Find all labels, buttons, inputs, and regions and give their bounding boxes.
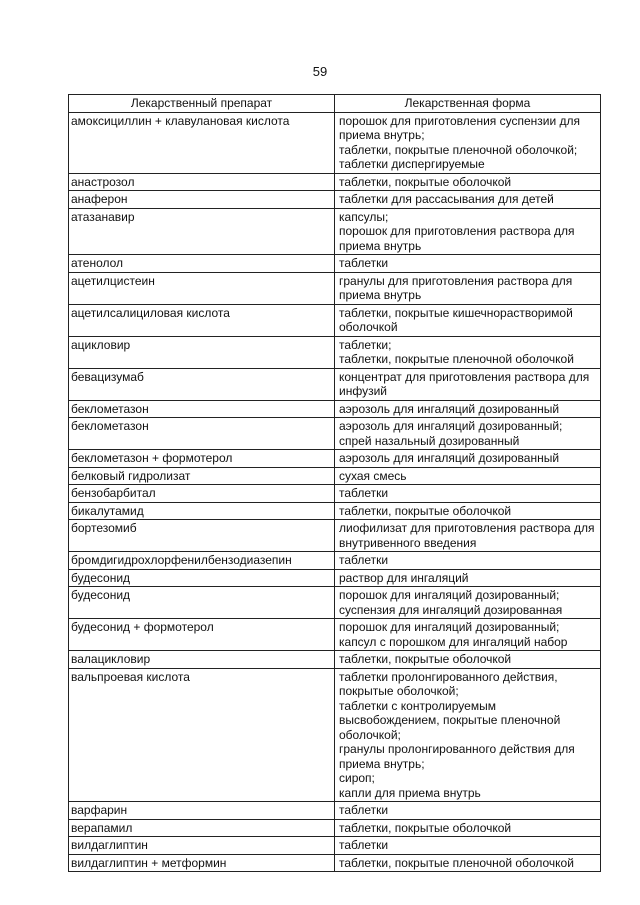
dosage-form-item: таблетки, покрытые пленочной оболочкой [339,352,574,366]
drug-name-cell: вилдаглиптин [69,837,335,855]
dosage-form-item: раствор для ингаляций [339,570,469,585]
table-row [69,336,601,368]
dosage-form-item: аэрозоль для ингаляций дозированный; [339,419,563,433]
dosage-form-cell [335,336,601,368]
dosage-form-item: таблетки [339,486,389,500]
page-number: 59 [312,64,328,79]
dosage-form-cell [335,304,601,336]
table-row [69,502,601,520]
table-row [69,450,601,468]
table-row [69,552,601,570]
table-row [69,854,601,872]
drug-name-cell: вальпроевая кислота [69,668,335,802]
drug-name-cell: беклометазон + формотерол [69,450,335,468]
drug-name-cell: верапамил [69,819,335,837]
drug-name-cell: ацетилсалициловая кислота [69,304,335,336]
dosage-form-cell [335,368,601,400]
table-row [69,418,601,450]
table-body [69,112,601,872]
drug-name-cell: беклометазон [69,400,335,418]
dosage-form-cell [335,255,601,273]
drug-name-cell: беклометазон [69,418,335,450]
dosage-form-item: сироп; [339,771,375,785]
dosage-form-item: таблетки, покрытые кишечнорастворимой оболочкой [339,305,573,334]
dosage-form-item: таблетки, покрытые оболочкой [339,503,512,518]
drug-name-cell: амоксициллин + клавулановая кислота [69,112,335,173]
dosage-form-cell [335,552,601,570]
dosage-form-item: таблетки [339,838,389,852]
table-row [69,619,601,651]
dosage-form-item: таблетки пролонгированного действия, покрытые оболочкой; [339,669,558,698]
dosage-form-item: суспензия для ингаляций дозированная [339,602,563,617]
dosage-form-item: порошок для приготовления раствора для приема внутрь [339,224,575,253]
drug-name-cell: ацикловир [69,336,335,368]
table-row [69,587,601,619]
drug-name-cell: атазанавир [69,208,335,255]
dosage-form-cell [335,668,601,802]
dosage-form-cell [335,802,601,820]
dosage-form-item: таблетки, покрытые пленочной оболочкой; [339,142,578,157]
drug-name-cell: валацикловир [69,651,335,669]
table-row [69,304,601,336]
dosage-form-cell [335,619,601,651]
drug-name-cell: белковый гидролизат [69,467,335,485]
dosage-form-cell [335,112,601,173]
dosage-form-item: таблетки для рассасывания для детей [339,192,554,206]
dosage-form-cell [335,651,601,669]
drug-name-cell: бевацизумаб [69,368,335,400]
dosage-form-cell [335,587,601,619]
dosage-form-cell [335,569,601,587]
dosage-form-item: капсулы; [339,209,389,224]
drug-name-cell: вилдаглиптин + метформин [69,854,335,872]
table-row [69,173,601,191]
dosage-form-cell [335,208,601,255]
dosage-form-item: сухая смесь [339,468,407,483]
drug-name-cell: бортезомиб [69,520,335,552]
table-row [69,255,601,273]
table-row [69,208,601,255]
drug-name-cell: варфарин [69,802,335,820]
table-row [69,837,601,855]
dosage-form-item: капли для приема внутрь [339,785,481,800]
table-row [69,651,601,669]
dosage-form-item: спрей назальный дозированный [339,433,520,448]
table-row [69,802,601,820]
dosage-form-item: гранулы для приготовления раствора для приема внутрь [339,273,573,302]
drug-name-cell: бензобарбитал [69,485,335,503]
dosage-form-cell [335,173,601,191]
dosage-form-item: порошок для ингаляций дозированный; [339,620,560,634]
dosage-form-item: таблетки [339,256,389,270]
drug-name-cell: анаферон [69,191,335,209]
dosage-form-cell [335,502,601,520]
table-row [69,819,601,837]
dosage-form-item: таблетки, покрытые пленочной оболочкой [339,855,574,870]
header-drug: Лекарственный препарат [69,95,335,113]
dosage-form-cell [335,485,601,503]
dosage-form-item: концентрат для приготовления раствора для инфузий [339,369,590,398]
table-row [69,400,601,418]
dosage-form-item: порошок для приготовления суспензии для приема внутрь; [339,113,581,142]
table-row [69,368,601,400]
drug-name-cell: будесонид [69,587,335,619]
dosage-form-item: аэрозоль для ингаляций дозированный [339,401,560,416]
drug-name-cell: бромдигидрохлорфенилбензодиазепин [69,552,335,570]
dosage-form-cell [335,520,601,552]
header-form: Лекарственная форма [335,95,601,113]
table-row [69,668,601,802]
drug-name-cell: будесонид + формотерол [69,619,335,651]
dosage-form-cell [335,272,601,304]
drug-name-cell: бикалутамид [69,502,335,520]
dosage-form-item: таблетки с контролируемым высвобождением, покрытые пленочной оболочкой; [339,698,561,742]
drug-name-cell: анастрозол [69,173,335,191]
table-row [69,467,601,485]
table-row [69,520,601,552]
drug-name-cell: ацетилцистеин [69,272,335,304]
drug-forms-table [68,94,601,872]
drug-name-cell: атенолол [69,255,335,273]
dosage-form-cell [335,467,601,485]
dosage-form-item: порошок для ингаляций дозированный; [339,588,560,602]
dosage-form-item: таблетки, покрытые оболочкой [339,820,512,835]
dosage-form-item: капсул с порошком для ингаляций набор [339,634,568,649]
dosage-form-item: таблетки диспергируемые [339,157,485,171]
dosage-form-cell [335,400,601,418]
table-header-row [69,95,601,113]
table-row [69,272,601,304]
table-row [69,112,601,173]
dosage-form-cell [335,854,601,872]
dosage-form-item: таблетки, покрытые оболочкой [339,174,512,189]
dosage-form-item: гранулы пролонгированного действия для приема внутрь; [339,742,575,771]
table-row [69,191,601,209]
table-row [69,485,601,503]
dosage-form-cell [335,450,601,468]
dosage-form-item: таблетки; [339,337,392,352]
dosage-form-item: лиофилизат для приготовления раствора для внутривенного введения [339,521,595,550]
dosage-form-cell [335,819,601,837]
dosage-form-item: таблетки [339,553,389,567]
dosage-form-item: таблетки [339,803,389,817]
dosage-form-cell [335,418,601,450]
drug-name-cell: будесонид [69,569,335,587]
dosage-form-item: таблетки, покрытые оболочкой [339,652,512,666]
dosage-form-item: аэрозоль для ингаляций дозированный [339,451,560,465]
dosage-form-cell [335,191,601,209]
dosage-form-cell [335,837,601,855]
table-row [69,569,601,587]
